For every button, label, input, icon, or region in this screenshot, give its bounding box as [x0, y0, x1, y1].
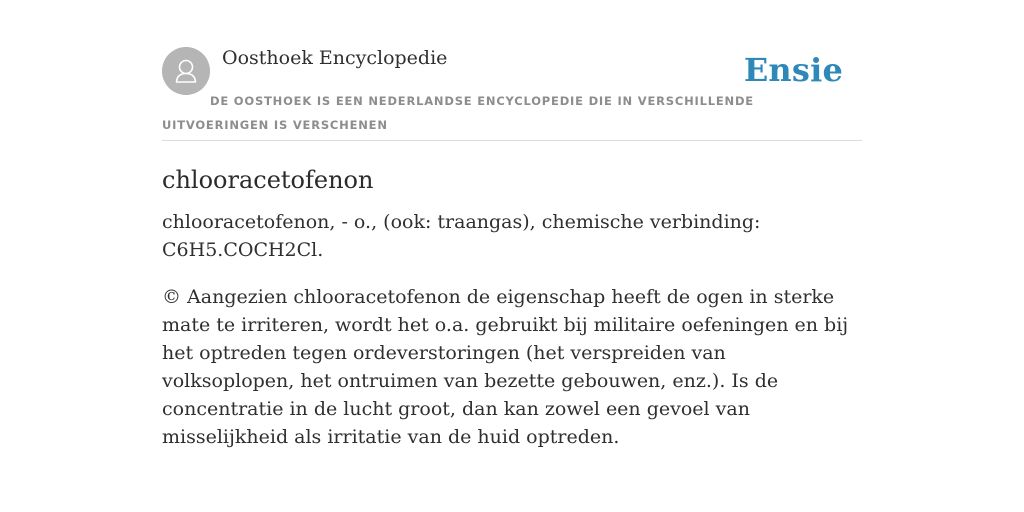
article-body [162, 208, 862, 451]
source-name-link[interactable]: Oosthoek Encyclopedie [222, 47, 448, 69]
page-container [162, 46, 862, 451]
source-description: DE OOSTHOEK IS EEN NEDERLANDSE ENCYCLOPEDIE DIE IN VERSCHILLENDE UITVOERINGEN IS VERSCHENEN [162, 94, 754, 132]
article-title: chlooracetofenon [162, 166, 374, 194]
source-header [162, 46, 862, 141]
user-avatar-icon[interactable] [162, 47, 210, 95]
ensie-logo-link[interactable]: Ensie [743, 51, 843, 89]
article-paragraph: © Aangezien chlooracetofenon de eigenschap heeft de ogen in sterke mate te irriteren, wordt het o.a. gebruikt bij militaire oefeningen en bij het optreden tegen ordeverstoringen (het verspreiden van volksoplopen, het ontruimen van bezette gebouwen, enz.). Is de concentratie in de lucht groot, dan kan zowel een gevoel van misselijkheid als irritatie van de huid optreden. [162, 286, 849, 448]
article-definition: chlooracetofenon, - o., (ook: traangas), chemische verbinding: C6H5.COCH2Cl. [162, 211, 761, 261]
